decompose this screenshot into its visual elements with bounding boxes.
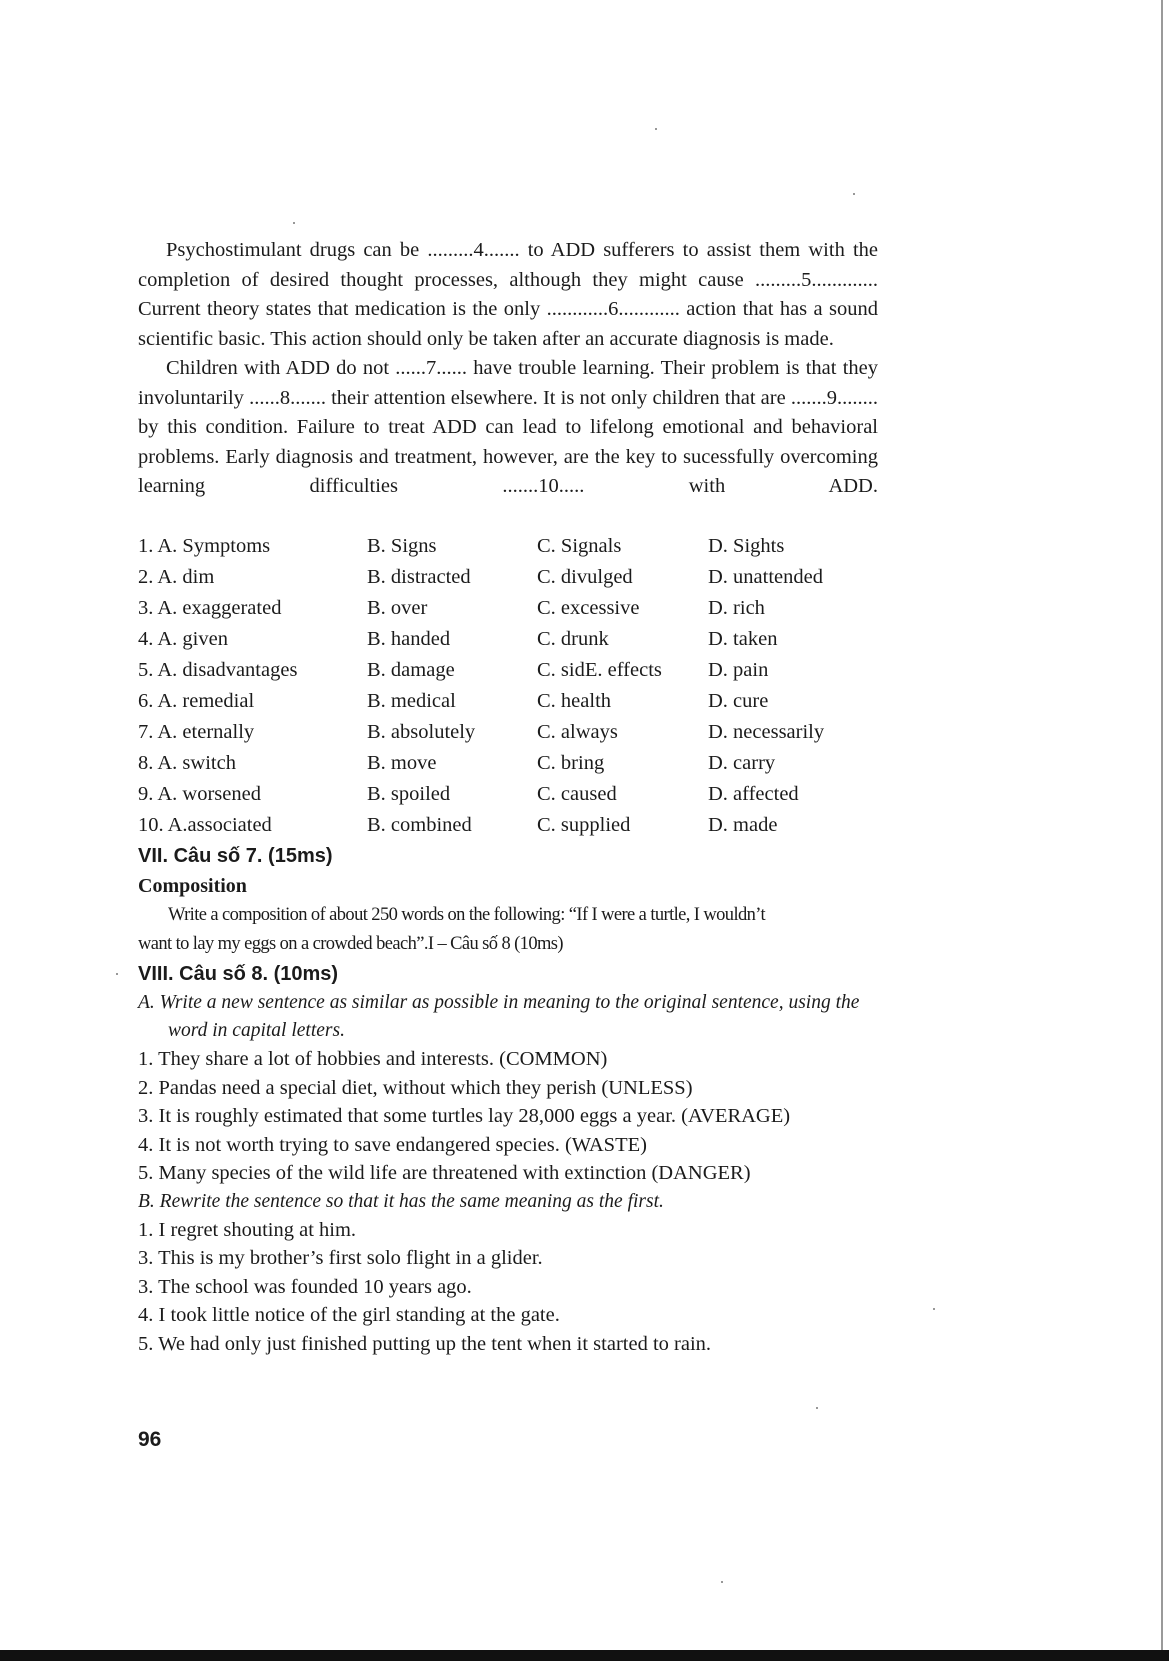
option-cell: B. distracted	[367, 565, 471, 588]
passage-paragraph-3: Children with ADD do not ......7...... have trouble learning. Their problem is that they involuntarily ......8....... their attention elsewhere. It is not only children that are .......9........ by this condition. Failure to treat ADD can lead to lifelong emotional and behavioral problems. Early diagnosis and treatment, however, are the key to sucessfully overcoming learning difficulties .......10..... with ADD.	[138, 357, 878, 497]
composition-heading: Composition	[138, 875, 247, 897]
option-row	[138, 717, 878, 748]
option-cell: 8. A. switch	[138, 751, 236, 774]
option-cell: B. absolutely	[367, 720, 476, 743]
list-item: 1. I regret shouting at him.	[138, 1218, 357, 1241]
option-row	[138, 562, 878, 593]
scan-speck	[655, 128, 657, 130]
composition-line-2: want to lay my eggs on a crowded beach”.I – Câu số 8 (10ms)	[138, 934, 563, 954]
list-item: 5. We had only just finished putting up the tent when it started to rain.	[138, 1332, 712, 1355]
option-cell: C. sidE. effects	[537, 658, 662, 681]
list-item: 4. I took little notice of the girl standing at the gate.	[138, 1304, 560, 1326]
list-item: 1. They share a lot of hobbies and interests. (COMMON)	[138, 1048, 608, 1070]
option-cell: B. combined	[367, 813, 472, 836]
part-a-instruction: A. Write a new sentence as similar as possible in meaning to the original sentence, using the word in capital letters.	[138, 992, 860, 1041]
list-item: 3. It is roughly estimated that some turtles lay 28,000 eggs a year. (AVERAGE)	[138, 1105, 791, 1127]
option-row	[138, 655, 878, 686]
composition-line-1: Write a composition of about 250 words on the following: “If I were a turtle, I wouldn’t	[168, 905, 766, 925]
option-cell: 4. A. given	[138, 627, 228, 650]
option-cell: D. pain	[708, 658, 769, 681]
option-cell: B. medical	[367, 689, 456, 712]
part-b-list	[138, 1216, 878, 1359]
section-8-heading: VIII. Câu số 8. (10ms)	[138, 963, 339, 985]
option-cell: C. divulged	[537, 565, 633, 588]
option-cell: C. drunk	[537, 627, 609, 650]
option-cell: D. cure	[708, 689, 769, 712]
option-cell: D. taken	[708, 627, 778, 650]
option-cell: B. damage	[367, 658, 455, 681]
option-cell: C. supplied	[537, 813, 631, 836]
option-row	[138, 624, 878, 655]
option-cell: C. bring	[537, 751, 605, 774]
scan-speck	[816, 1407, 818, 1409]
scan-speck	[721, 1581, 723, 1583]
option-cell: B. move	[367, 751, 437, 774]
section-7-heading: VII. Câu số 7. (15ms)	[138, 845, 333, 867]
scan-speck	[293, 222, 295, 224]
passage-paragraph-2: Psychostimulant drugs can be .........4....... to ADD sufferers to assist them with the completion of desired thought processes, although they might cause .........5............. Current theory states that medication is the only ............6............ action that has a sound scientific basic. This action should only be taken after an accurate diagnosis is made.	[138, 239, 878, 350]
option-cell: 9. A. worsened	[138, 782, 261, 805]
page-number: 96	[138, 1428, 162, 1451]
option-cell: 7. A. eternally	[138, 720, 255, 743]
option-cell: B. over	[367, 596, 428, 619]
list-item: 3. This is my brother’s first solo flight in a glider.	[138, 1247, 543, 1269]
option-cell: D. unattended	[708, 565, 823, 588]
option-cell: 5. A. disadvantages	[138, 658, 298, 681]
option-cell: D. carry	[708, 751, 776, 774]
option-cell: 3. A. exaggerated	[138, 596, 282, 619]
scan-speck	[933, 1308, 935, 1310]
option-cell: D. made	[708, 813, 778, 836]
list-item: 3. The school was founded 10 years ago.	[138, 1275, 472, 1298]
composition-prompt	[138, 901, 878, 959]
option-cell: B. Signs	[367, 534, 437, 557]
scan-border	[0, 1650, 1169, 1661]
page-edge	[1161, 0, 1163, 1661]
option-cell: D. necessarily	[708, 720, 825, 743]
option-cell: B. handed	[367, 627, 451, 650]
option-cell: D. rich	[708, 596, 765, 619]
option-cell: B. spoiled	[367, 782, 451, 805]
option-cell: D. affected	[708, 782, 799, 805]
option-row	[138, 531, 878, 562]
list-item: 2. Pandas need a special diet, without which they perish (UNLESS)	[138, 1076, 693, 1099]
option-cell: 2. A. dim	[138, 565, 215, 588]
option-row	[138, 686, 878, 717]
option-row	[138, 779, 878, 810]
option-cell: C. health	[537, 689, 612, 712]
list-item: 4. It is not worth trying to save endangered species. (WASTE)	[138, 1133, 647, 1156]
option-row	[138, 810, 878, 841]
option-cell: 1. A. Symptoms	[138, 534, 271, 557]
option-cell: C. excessive	[537, 596, 640, 619]
part-a-list	[138, 1045, 878, 1188]
part-b-instruction: B. Rewrite the sentence so that it has the same meaning as the first.	[138, 1190, 664, 1212]
option-row	[138, 748, 878, 779]
list-item: 5. Many species of the wild life are threatened with extinction (DANGER)	[138, 1162, 751, 1184]
option-cell: 10. A.associated	[138, 813, 272, 836]
option-row	[138, 593, 878, 624]
options-table	[138, 531, 878, 841]
scan-speck	[116, 973, 118, 975]
page-content	[138, 236, 878, 1358]
option-cell: C. Signals	[537, 534, 622, 557]
scan-speck	[853, 193, 855, 195]
option-cell: 6. A. remedial	[138, 689, 255, 712]
option-cell: C. always	[537, 720, 618, 743]
option-cell: C. caused	[537, 782, 617, 805]
option-cell: D. Sights	[708, 534, 785, 557]
